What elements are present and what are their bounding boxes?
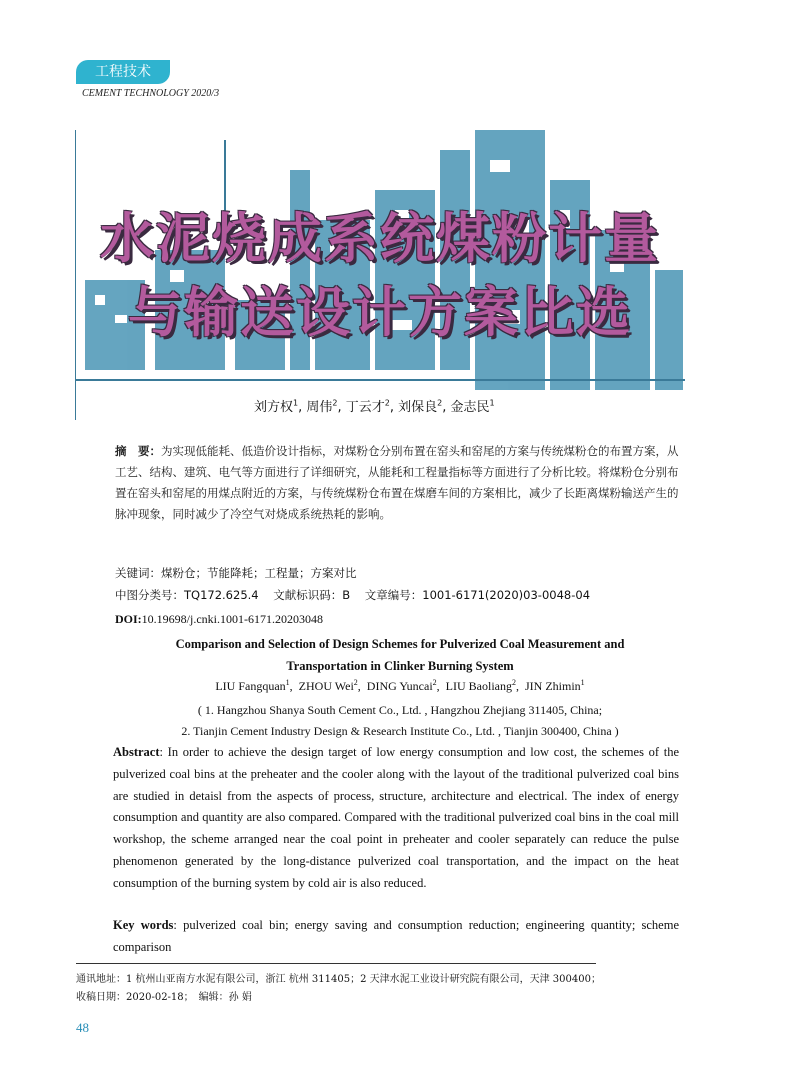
author-sup: 2 (332, 398, 338, 408)
article-no-label: 文章编号： (364, 588, 423, 602)
page-number: 48 (76, 1020, 89, 1035)
keywords-cn-label: 关键词： (115, 566, 161, 580)
classification-line (115, 585, 590, 605)
footnote-address: 通讯地址：1 杭州山亚南方水泥有限公司，浙江 杭州 311405；2 天津水泥工业设计研究院有限公司，天津 300400； (76, 974, 601, 985)
doi-value[interactable]: 10.19698/j.cnki.1001-6171.20203048 (141, 612, 323, 626)
author-name: 刘保良 (398, 400, 438, 415)
author-sup-en: 2 (353, 678, 358, 687)
author-name: 丁云才 (345, 400, 385, 415)
doc-code-value: B (342, 588, 351, 602)
abstract-cn-label: 摘 要： (115, 444, 161, 458)
title-line-2: 与输送设计方案比选 (128, 281, 632, 344)
author-name: 刘方权 (254, 400, 294, 415)
author-name-en: LIU Fangquan (215, 679, 286, 693)
author-name-en: JIN Zhimin (525, 679, 581, 693)
affiliation-1: ( 1. Hangzhou Shanya South Cement Co., Ltd. , Hangzhou Zhejiang 311405, China; (197, 703, 603, 717)
keywords-en-text: : pulverized coal bin; energy saving and consumption reduction; engineering quantity; scheme comparison (113, 918, 679, 954)
footnote-received: 收稿日期：2020-02-18； 编辑：孙 娟 (76, 992, 252, 1003)
doi-line (115, 609, 323, 629)
author-name-en: ZHOU Wei (298, 679, 354, 693)
abstract-cn-text: 为实现低能耗、低造价设计指标，对煤粉仓分别布置在窑头和窑尾的方案与传统煤粉仓的布置方案，从工艺、结构、建筑、电气等方面进行了详细研究，从能耗和工程量指标等方面进行了分析比较。将煤粉仓分别布置在窑头和窑尾的用煤点附近的方案，与传统煤粉仓布置在煤磨车间的方案相比，减少了长距离煤粉输送产生的脉冲现象，同时减少了冷空气对烧成系统热耗的影响。 (115, 444, 679, 521)
abstract-en-label: Abstract (113, 745, 160, 759)
affiliation-2: 2. Tianjin Cement Industry Design & Research Institute Co., Ltd. , Tianjin 300400, China ) (181, 724, 619, 738)
doi-label: DOI: (115, 612, 142, 626)
authors-cn: 刘方权$^1$, 周伟$^2$, 丁云才$^2$, 刘保良$^2$, 金志民$^1$ (254, 398, 495, 415)
author-name: 金志民 (450, 400, 490, 415)
author-name: 周伟 (306, 400, 333, 415)
abstract-en-text: : In order to achieve the design target of low energy consumption and low cost, the schemes of the pulverized coal bins at the preheater and the cooler along with the layout of the traditional pulverized coal bins are studied in detaisl from the aspects of process, structure, architecture and electrical. The index of energy consumption and quantity are also compared. Compared with the traditional pulverized coal bins in the coal mill workshop, the scheme arranged near the coal point in preheater and cooler separately can reduce the pulse phenomenon generated by the long-distance pulverized coal transportation, and the impact on the heat consumption of the burning system by cold air is also reduced. (113, 745, 679, 890)
author-name-en: DING Yuncai (366, 679, 433, 693)
author-sup-en: 1 (580, 678, 585, 687)
authors-en: LIU Fangquan$^1$, ZHOU Wei$^2$, DING Yuncai$^2$, LIU Baoliang$^2$, JIN Zhimin$^1$ (215, 678, 585, 693)
title-banner (75, 130, 685, 420)
section-tag: 工程技术 (76, 60, 170, 84)
footnote-divider (76, 963, 596, 964)
author-sup: 2 (437, 398, 443, 408)
author-name-en: LIU Baoliang (445, 679, 512, 693)
keywords-cn (115, 563, 357, 583)
author-sup-en: 2 (432, 678, 437, 687)
clc-label: 中图分类号： (115, 588, 184, 602)
doc-code-label: 文献标识码： (273, 588, 343, 602)
article-no-value: 1001-6171(2020)03-0048-04 (422, 588, 591, 602)
author-sup: 1 (489, 398, 495, 408)
english-title-line-1: Comparison and Selection of Design Schemes for Pulverized Coal Measurement and (175, 637, 625, 651)
author-sup: 1 (293, 398, 299, 408)
keywords-en (113, 915, 679, 959)
abstract-cn (115, 441, 685, 525)
keywords-en-label: Key words (113, 918, 174, 932)
author-sup-en: 1 (285, 678, 290, 687)
keywords-cn-text: 煤粉仓；节能降耗；工程量；方案对比 (161, 566, 357, 580)
title-line-1: 水泥烧成系统煤粉计量 (100, 207, 660, 270)
journal-line: CEMENT TECHNOLOGY 2020/3 (82, 88, 220, 99)
author-sup: 2 (384, 398, 390, 408)
clc-value: TQ172.625.4 (184, 588, 259, 602)
author-sup-en: 2 (512, 678, 516, 687)
english-title-line-2: Transportation in Clinker Burning System (286, 659, 514, 673)
abstract-en (113, 742, 679, 895)
